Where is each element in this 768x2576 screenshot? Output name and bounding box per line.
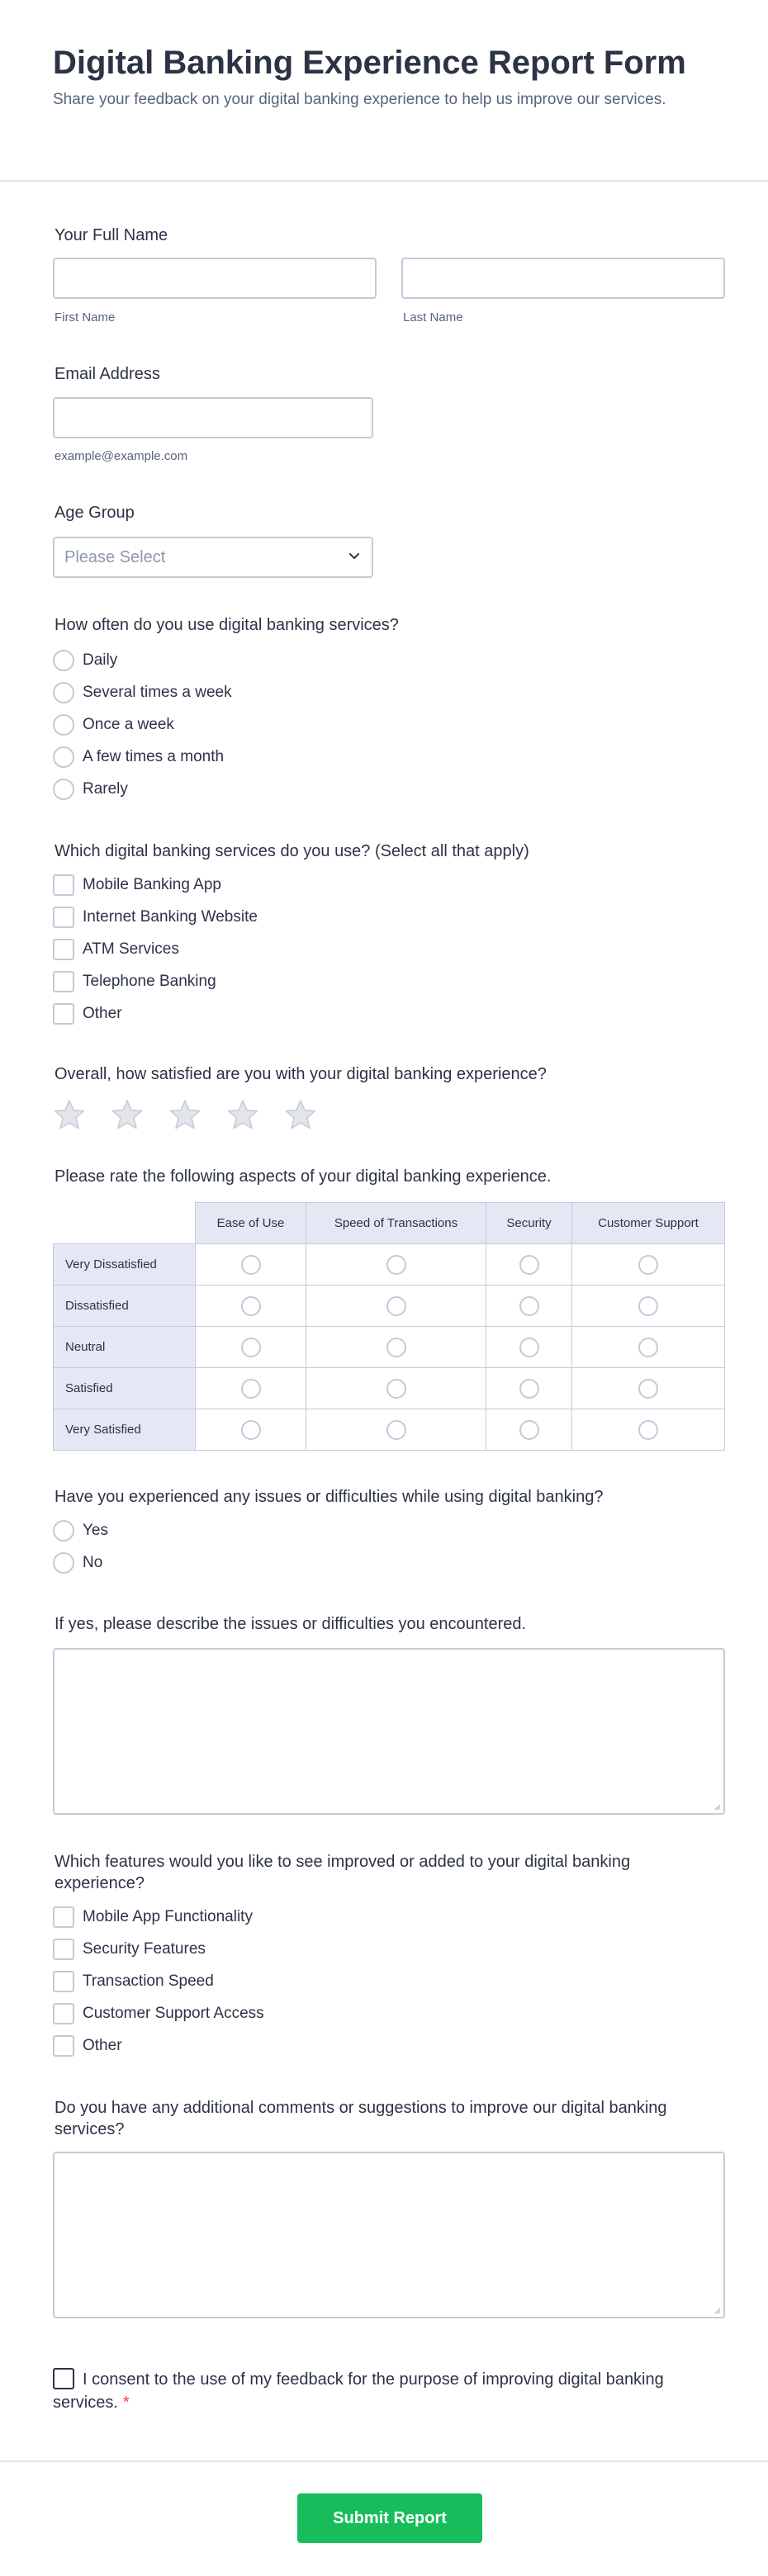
services-label: Which digital banking services do you use? (Select all that apply) (55, 842, 529, 860)
checkbox[interactable] (53, 1939, 74, 1960)
matrix-row-header: Neutral (54, 1327, 196, 1368)
checkbox[interactable] (53, 1003, 74, 1025)
checkbox[interactable] (53, 907, 74, 928)
star-icon[interactable] (111, 1098, 144, 1131)
checkbox[interactable] (53, 2035, 74, 2057)
issue-description-textarea[interactable] (53, 1648, 725, 1815)
matrix-radio[interactable] (638, 1379, 658, 1399)
radio-button[interactable] (53, 1520, 74, 1541)
checkbox[interactable] (53, 2003, 74, 2024)
features-option[interactable] (53, 1938, 206, 1961)
comments-textarea[interactable] (53, 2152, 725, 2318)
issue-description-label: If yes, please describe the issues or difficulties you encountered. (55, 1615, 527, 1633)
last-name-sublabel: Last Name (403, 310, 463, 324)
comments-label (55, 2097, 667, 2140)
option-label: Mobile App Functionality (83, 1908, 253, 1925)
footer-divider (0, 2460, 768, 2462)
consent-field[interactable] (53, 2368, 680, 2414)
issues-option[interactable] (53, 1519, 108, 1542)
option-label: Mobile Banking App (83, 876, 221, 893)
form-title: Digital Banking Experience Report Form (53, 45, 686, 81)
comments-label-line-1: Do you have any additional comments or suggestions to improve our digital banking (55, 2099, 667, 2117)
radio-button[interactable] (53, 779, 74, 800)
email-sublabel: example@example.com (55, 449, 188, 463)
matrix-label: Please rate the following aspects of your digital banking experience. (55, 1167, 552, 1186)
matrix-corner (54, 1203, 196, 1244)
services-option[interactable] (53, 938, 179, 961)
full-name-label: Your Full Name (55, 226, 168, 244)
checkbox[interactable] (53, 874, 74, 896)
frequency-option[interactable] (53, 681, 232, 704)
matrix-row (54, 1368, 725, 1409)
option-label: Customer Support Access (83, 2005, 264, 2022)
services-option[interactable] (53, 874, 221, 897)
services-option[interactable] (53, 906, 258, 929)
matrix-radio[interactable] (386, 1296, 406, 1316)
option-label: Several times a week (83, 684, 232, 701)
matrix-row-header: Dissatisfied (54, 1286, 196, 1327)
matrix-row-header: Satisfied (54, 1368, 196, 1409)
features-label-line-2: experience? (55, 1874, 145, 1892)
option-label: Transaction Speed (83, 1972, 214, 1990)
option-label: Yes (83, 1522, 108, 1539)
matrix-radio[interactable] (519, 1420, 539, 1440)
matrix-column-header: Ease of Use (196, 1203, 306, 1244)
matrix-radio[interactable] (519, 1379, 539, 1399)
form-header (0, 0, 768, 182)
chevron-down-icon (347, 548, 362, 563)
age-group-placeholder: Please Select (64, 548, 166, 566)
radio-button[interactable] (53, 1552, 74, 1574)
matrix-row-header: Very Dissatisfied (54, 1244, 196, 1286)
email-label: Email Address (55, 365, 160, 383)
matrix-radio[interactable] (386, 1379, 406, 1399)
option-label: A few times a month (83, 748, 225, 765)
option-label: Other (83, 2037, 122, 2054)
required-mark: * (122, 2394, 130, 2412)
services-option[interactable] (53, 970, 216, 993)
matrix-radio[interactable] (638, 1338, 658, 1357)
matrix-row (54, 1327, 725, 1368)
frequency-label: How often do you use digital banking services? (55, 616, 399, 634)
matrix-column-header: Customer Support (572, 1203, 725, 1244)
features-label (55, 1851, 630, 1894)
matrix-radio[interactable] (519, 1255, 539, 1275)
issues-option[interactable] (53, 1551, 102, 1574)
first-name-input[interactable] (53, 258, 377, 299)
radio-button[interactable] (53, 714, 74, 736)
features-option[interactable] (53, 1906, 253, 1929)
option-label: No (83, 1554, 103, 1571)
matrix-column-header: Security (486, 1203, 572, 1244)
matrix-radio[interactable] (638, 1420, 658, 1440)
checkbox[interactable] (53, 1971, 74, 1992)
option-label: Telephone Banking (83, 973, 216, 990)
consent-checkbox[interactable] (53, 2368, 74, 2389)
matrix-radio[interactable] (638, 1255, 658, 1275)
first-name-sublabel: First Name (55, 310, 116, 324)
features-option[interactable] (53, 1970, 214, 1993)
star-icon[interactable] (284, 1098, 317, 1131)
services-option[interactable] (53, 1002, 122, 1025)
frequency-option[interactable] (53, 778, 128, 801)
rating-matrix (53, 1202, 725, 1451)
matrix-radio[interactable] (241, 1296, 261, 1316)
matrix-radio[interactable] (241, 1420, 261, 1440)
star-icon[interactable] (168, 1098, 201, 1131)
matrix-row-header: Very Satisfied (54, 1409, 196, 1451)
option-label: ATM Services (83, 940, 179, 958)
frequency-option[interactable] (53, 649, 117, 672)
age-group-select[interactable] (53, 537, 373, 578)
matrix-radio[interactable] (386, 1338, 406, 1357)
resize-grip-icon[interactable] (713, 2306, 721, 2314)
radio-button[interactable] (53, 682, 74, 703)
matrix-radio[interactable] (241, 1255, 261, 1275)
star-icon[interactable] (226, 1098, 259, 1131)
consent-text: I consent to the use of my feedback for the purpose of improving digital banking services. (53, 2370, 664, 2412)
star-rating (53, 1098, 317, 1131)
features-label-line-1: Which features would you like to see improved or added to your digital banking (55, 1853, 631, 1871)
checkbox[interactable] (53, 1906, 74, 1928)
matrix-row (54, 1286, 725, 1327)
matrix-row (54, 1409, 725, 1451)
issues-label: Have you experienced any issues or difficulties while using digital banking? (55, 1488, 604, 1506)
matrix-radio[interactable] (386, 1255, 406, 1275)
frequency-option[interactable] (53, 746, 224, 769)
radio-button[interactable] (53, 650, 74, 671)
checkbox[interactable] (53, 939, 74, 960)
option-label: Daily (83, 651, 118, 669)
matrix-radio[interactable] (638, 1296, 658, 1316)
option-label: Internet Banking Website (83, 908, 258, 926)
matrix-radio[interactable] (241, 1379, 261, 1399)
option-label: Other (83, 1005, 122, 1022)
star-icon[interactable] (53, 1098, 86, 1131)
matrix-radio[interactable] (519, 1338, 539, 1357)
email-input[interactable] (53, 397, 373, 438)
matrix-radio[interactable] (241, 1338, 261, 1357)
frequency-option[interactable] (53, 713, 174, 736)
matrix-row (54, 1244, 725, 1286)
option-label: Rarely (83, 780, 128, 798)
option-label: Once a week (83, 716, 174, 733)
satisfaction-label: Overall, how satisfied are you with your digital banking experience? (55, 1065, 547, 1083)
last-name-input[interactable] (401, 258, 725, 299)
form-subtitle: Share your feedback on your digital banking experience to help us improve our services. (53, 91, 666, 108)
radio-button[interactable] (53, 746, 74, 768)
features-option[interactable] (53, 2002, 264, 2025)
comments-label-line-2: services? (55, 2120, 125, 2138)
option-label: Security Features (83, 1940, 206, 1958)
resize-grip-icon[interactable] (713, 1802, 721, 1811)
matrix-radio[interactable] (519, 1296, 539, 1316)
features-option[interactable] (53, 2034, 122, 2057)
matrix-column-header: Speed of Transactions (306, 1203, 486, 1244)
submit-button[interactable]: Submit Report (297, 2493, 482, 2543)
matrix-radio[interactable] (386, 1420, 406, 1440)
age-group-label: Age Group (55, 504, 135, 522)
checkbox[interactable] (53, 971, 74, 992)
